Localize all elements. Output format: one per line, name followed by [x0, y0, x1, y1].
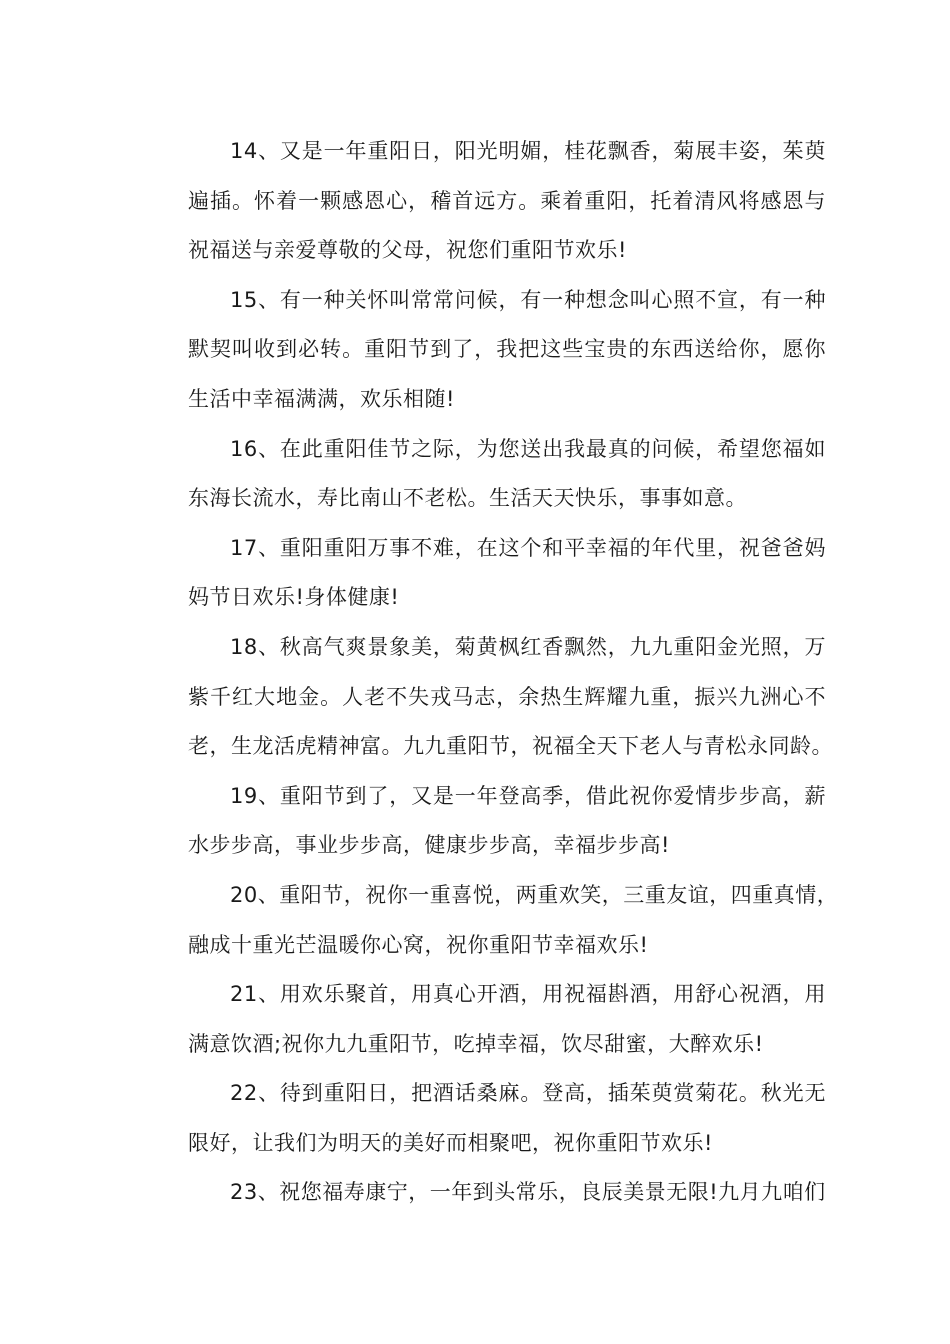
- paragraph-line: 16、在此重阳佳节之际，为您送出我最真的问候，希望您福如: [230, 436, 826, 461]
- document-body: [146, 127, 839, 1218]
- paragraph: [146, 970, 826, 1069]
- paragraph: [146, 425, 826, 524]
- paragraph-line: 22、待到重阳日，把酒话桑麻。登高，插茱萸赏菊花。秋光无: [230, 1081, 826, 1106]
- paragraph-line: 东海长流水，寿比南山不老松。生活天天快乐，事事如意。: [188, 486, 747, 511]
- paragraph-line: 21、用欢乐聚首，用真心开酒，用祝福斟酒，用舒心祝酒，用: [230, 982, 826, 1007]
- paragraph-line: 17、重阳重阳万事不难，在这个和平幸福的年代里，祝爸爸妈: [230, 535, 826, 560]
- paragraph-line: 19、重阳节到了，又是一年登高季，借此祝你爱情步步高，薪: [230, 783, 826, 808]
- paragraph-line: 限好，让我们为明天的美好而相聚吧，祝你重阳节欢乐!: [188, 1130, 713, 1155]
- paragraph-line: 满意饮酒;祝你九九重阳节，吃掉幸福，饮尽甜蜜，大醉欢乐!: [188, 1031, 764, 1056]
- paragraph-line: 水步步高，事业步步高，健康步步高，幸福步步高!: [188, 833, 670, 858]
- paragraph-line: 遍插。怀着一颗感恩心，稽首远方。乘着重阳，托着清风将感恩与: [188, 188, 826, 213]
- paragraph: [146, 623, 833, 772]
- paragraph-line: 23、祝您福寿康宁，一年到头常乐，良辰美景无限!九月九咱们: [230, 1180, 826, 1205]
- paragraph-line: 妈节日欢乐!身体健康!: [188, 585, 400, 610]
- paragraph: [146, 1069, 826, 1168]
- paragraph: [146, 276, 826, 425]
- paragraph-line: 默契叫收到必转。重阳节到了，我把这些宝贵的东西送给你，愿你: [188, 337, 826, 362]
- paragraph-line: 紫千红大地金。人老不失戎马志，余热生辉耀九重，振兴九洲心不: [188, 684, 826, 709]
- paragraph-line: 18、秋高气爽景象美，菊黄枫红香飘然，九九重阳金光照，万: [230, 634, 826, 659]
- paragraph-line: 祝福送与亲爱尊敬的父母，祝您们重阳节欢乐!: [188, 238, 627, 263]
- paragraph: [146, 1168, 826, 1218]
- paragraph: [146, 524, 826, 623]
- paragraph-line: 老，生龙活虎精神富。九九重阳节，祝福全天下老人与青松永同龄。: [188, 734, 833, 759]
- paragraph-line: 生活中幸福满满，欢乐相随!: [188, 386, 455, 411]
- paragraph-line: 14、又是一年重阳日，阳光明媚，桂花飘香，菊展丰姿，茱萸: [230, 139, 826, 163]
- paragraph-line: 15、有一种关怀叫常常问候，有一种想念叫心照不宣，有一种: [230, 287, 826, 312]
- paragraph: [146, 871, 839, 970]
- paragraph-line: 融成十重光芒温暖你心窝，祝你重阳节幸福欢乐!: [188, 932, 649, 957]
- paragraph: [146, 772, 826, 871]
- paragraph-line: 20、重阳节，祝你一重喜悦，两重欢笑，三重友谊，四重真情，: [230, 882, 839, 907]
- paragraph: [146, 127, 826, 276]
